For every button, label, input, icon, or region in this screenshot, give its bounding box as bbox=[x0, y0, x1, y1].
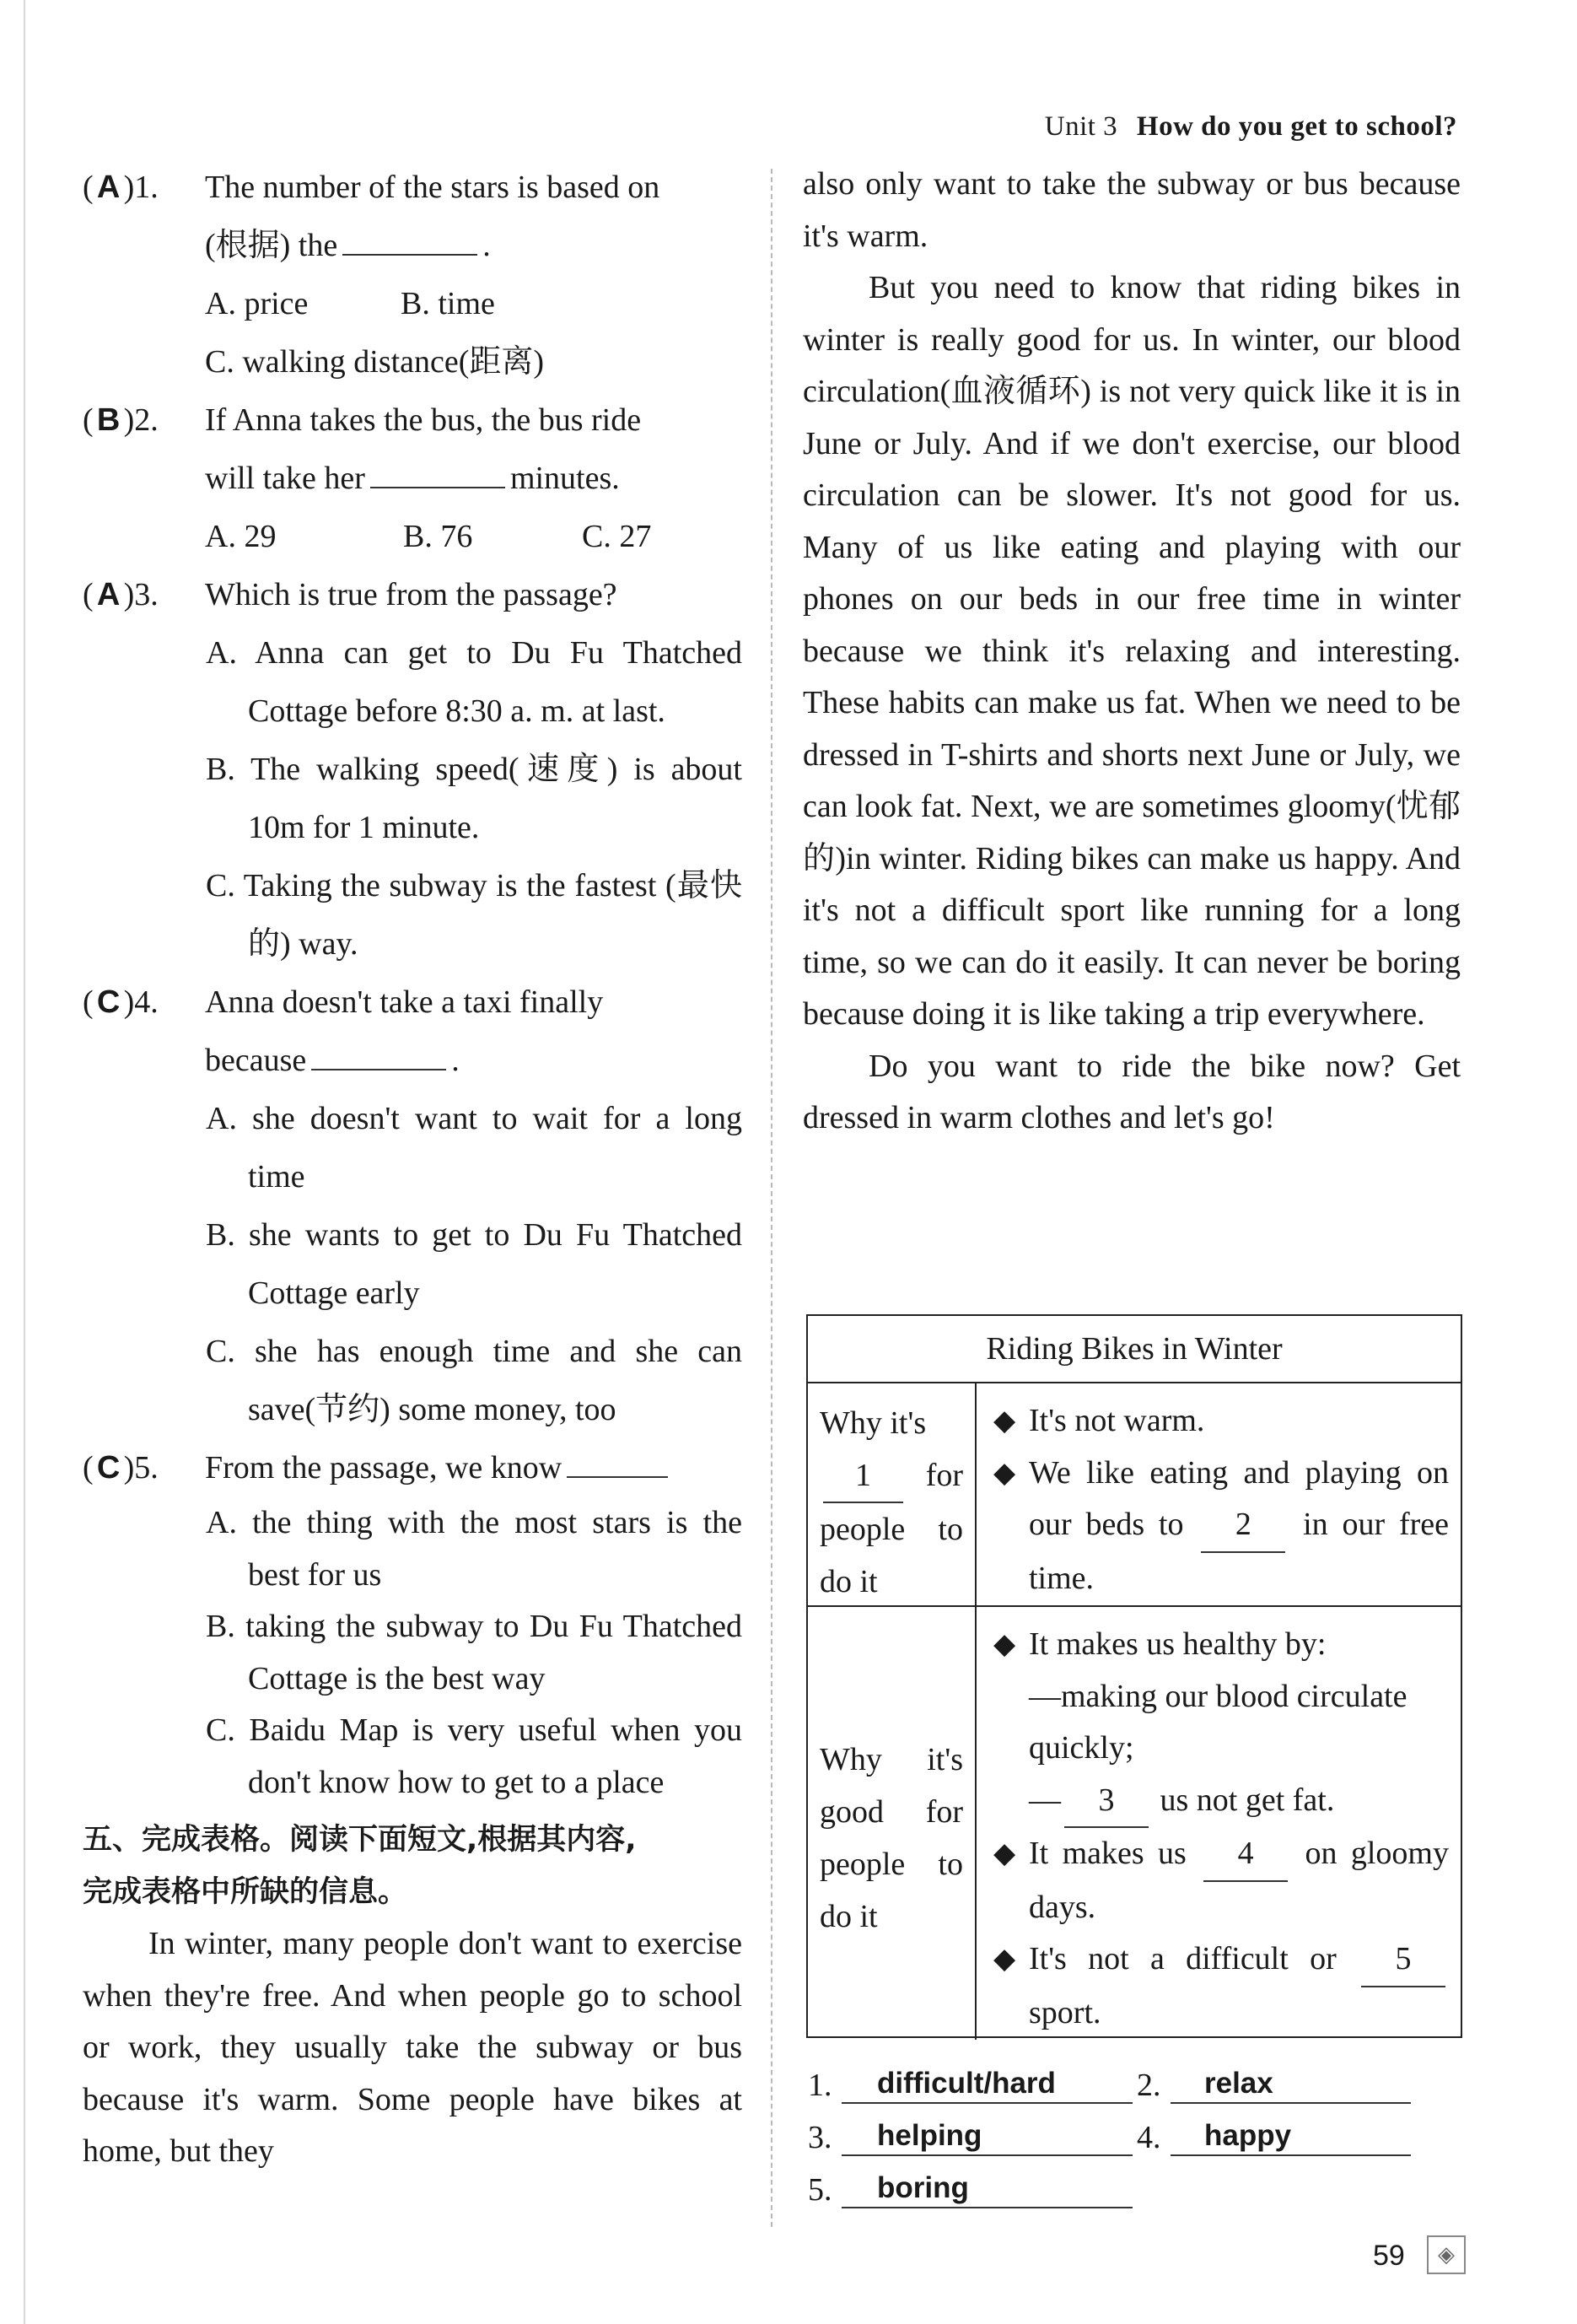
answer-blank bbox=[370, 453, 505, 488]
answer-item: 2. relax bbox=[1137, 2065, 1466, 2104]
question-2 bbox=[83, 391, 742, 508]
option-b: B. time bbox=[401, 286, 495, 321]
option-c: C. Taking the subway is the fastest (最快的) way. bbox=[206, 868, 742, 962]
left-column bbox=[83, 159, 742, 2178]
answer-blank bbox=[342, 220, 477, 256]
question-3 bbox=[83, 566, 742, 624]
options-row bbox=[83, 333, 742, 391]
answer-text: happy bbox=[1171, 2117, 1411, 2156]
diamond-bullet-icon: ◆ bbox=[993, 1405, 1016, 1437]
passage-paragraph-3: Do you want to ride the bike now? Get dressed in warm clothes and let's go! bbox=[803, 1048, 1461, 1135]
blank-4: 4 bbox=[1203, 1828, 1288, 1882]
blank-5: 5 bbox=[1361, 1933, 1445, 1987]
bullet-item: ◆ We like eating and playing on our beds to 2 in our free time. bbox=[993, 1448, 1449, 1605]
answer-choice: A bbox=[96, 170, 121, 205]
answer-item: 5. boring bbox=[808, 2170, 1171, 2208]
blank-1: 1 bbox=[823, 1449, 903, 1503]
passage-paragraph-1: In winter, many people don't want to exercise when they're free. And when people go to school or work, they usually take the subway or bus because it's warm. Some people have bikes at home, but they bbox=[83, 1926, 742, 2169]
diamond-bullet-icon: ◆ bbox=[993, 1629, 1016, 1660]
diamond-bullet-icon: ◆ bbox=[993, 1944, 1016, 1975]
option-a: A. she doesn't want to wait for a long time bbox=[206, 1101, 742, 1194]
answer-item: 1. difficult/hard bbox=[808, 2065, 1137, 2104]
answer-blank bbox=[311, 1035, 446, 1070]
options-row bbox=[83, 508, 742, 566]
answer-text: boring bbox=[842, 2170, 1133, 2208]
answer-text: relax bbox=[1171, 2065, 1411, 2104]
page-number: 59 bbox=[1373, 2240, 1405, 2272]
table-row-header: Why it's 1 for people to do it bbox=[808, 1383, 977, 1605]
question-mark: ( B )2. bbox=[83, 391, 205, 450]
blank-3: 3 bbox=[1064, 1775, 1149, 1829]
question-stem: If Anna takes the bus, the bus ride will take her minutes. bbox=[205, 402, 642, 496]
bullet-item: ◆ It's not warm. bbox=[993, 1395, 1449, 1448]
question-mark: ( C )4. bbox=[83, 973, 205, 1032]
diamond-page-icon: ◈ bbox=[1427, 2235, 1466, 2274]
bullet-item: ◆ It makes us healthy by: bbox=[993, 1619, 1449, 1671]
option-a: A. price bbox=[205, 286, 309, 321]
page-edge bbox=[24, 0, 25, 2324]
passage-paragraph-2: But you need to know that riding bikes in winter is really good for us. In winter, our blood circulation(血液循环) is not very quick like it is in June or July. And if we don't exercise, our blood circulation can be slower. It's not good for us. Many of us like eating and playing with our phones on our beds in our free time in winter because we think it's relaxing and interesting. These habits can make us fat. When we need to be dressed in T-shirts and shorts next June or July, we can look fat. Next, we are sometimes gloomy(忧郁的)in winter. Riding bikes can make us happy. And it's not a difficult sport like running for a long time, so we can do it easily. It can never be boring because doing it is like taking a trip everywhere. bbox=[803, 270, 1461, 1032]
option-a: A. the thing with the most stars is the best for us bbox=[206, 1505, 742, 1593]
option-a: A. 29 bbox=[205, 519, 277, 554]
option-b: B. she wants to get to Du Fu Thatched Cottage early bbox=[206, 1217, 742, 1311]
option-b: B. 76 bbox=[403, 519, 473, 554]
answer-choice: A bbox=[96, 577, 121, 612]
table-row-content bbox=[977, 1607, 1461, 2040]
question-4 bbox=[83, 973, 742, 1090]
option-c: C. walking distance(距离) bbox=[205, 344, 545, 380]
unit-number: Unit 3 bbox=[1044, 111, 1118, 142]
answer-item: 3. helping bbox=[808, 2117, 1137, 2156]
bullet-item: ◆ It makes us 4 on gloomy days. bbox=[993, 1828, 1449, 1933]
section-title: 五、完成表格。阅读下面短文,根据其内容, 完成表格中所缺的信息。 bbox=[83, 1823, 637, 1909]
option-b: B. taking the subway to Du Fu Thatched Cottage is the best way bbox=[206, 1609, 742, 1696]
question-stem: The number of the stars is based on (根据) the . bbox=[205, 170, 660, 263]
question-mark: ( C )5. bbox=[83, 1439, 205, 1497]
info-table bbox=[806, 1314, 1462, 2038]
option-a: A. Anna can get to Du Fu Thatched Cottage before 8:30 a. m. at last. bbox=[206, 635, 742, 729]
answer-blank bbox=[567, 1442, 668, 1478]
table-row-content bbox=[977, 1383, 1461, 1605]
question-5 bbox=[83, 1439, 742, 1497]
answer-text: difficult/hard bbox=[842, 2065, 1133, 2104]
option-b: B. The walking speed(速度) is about 10m for 1 minute. bbox=[206, 752, 742, 845]
table-row bbox=[808, 1383, 1461, 1607]
answer-choice: C bbox=[96, 984, 121, 1020]
option-c: C. 27 bbox=[582, 519, 652, 554]
column-divider bbox=[771, 169, 772, 2227]
answer-list bbox=[808, 2052, 1466, 2208]
question-1 bbox=[83, 159, 742, 275]
answer-choice: B bbox=[96, 402, 121, 438]
question-stem: Which is true from the passage? bbox=[205, 577, 617, 612]
question-mark: ( A )1. bbox=[83, 159, 205, 217]
table-title: Riding Bikes in Winter bbox=[808, 1316, 1461, 1383]
right-column bbox=[803, 159, 1461, 1145]
question-stem: From the passage, we know bbox=[205, 1439, 742, 1497]
answer-choice: C bbox=[96, 1450, 121, 1486]
answer-row bbox=[808, 2052, 1466, 2104]
passage-continuation: also only want to take the subway or bus because it's warm. bbox=[803, 166, 1461, 254]
blank-2: 2 bbox=[1201, 1499, 1285, 1553]
answer-item: 4. happy bbox=[1137, 2117, 1466, 2156]
unit-title: How do you get to school? bbox=[1136, 111, 1457, 142]
answer-row bbox=[808, 2104, 1466, 2156]
bullet-item: ◆ It's not a difficult or 5 sport. bbox=[993, 1933, 1449, 2039]
diamond-bullet-icon: ◆ bbox=[993, 1838, 1016, 1869]
diamond-bullet-icon: ◆ bbox=[993, 1457, 1016, 1489]
option-c: C. Baidu Map is very useful when you don't know how to get to a place bbox=[206, 1712, 742, 1800]
page-header bbox=[1045, 111, 1457, 143]
question-stem: Anna doesn't take a taxi finally because . bbox=[205, 984, 604, 1078]
answer-text: helping bbox=[842, 2117, 1133, 2156]
table-row-header: Why it's good for people to do it bbox=[808, 1607, 977, 2040]
sub-item: — 3 us not get fat. bbox=[993, 1775, 1449, 1829]
options-row bbox=[83, 275, 742, 333]
question-mark: ( A )3. bbox=[83, 566, 205, 624]
option-c: C. she has enough time and she can save(节约) some money, too bbox=[206, 1334, 742, 1427]
answer-row bbox=[808, 2156, 1466, 2208]
table-row bbox=[808, 1607, 1461, 2040]
sub-item: —making our blood circulate quickly; bbox=[1029, 1678, 1407, 1766]
